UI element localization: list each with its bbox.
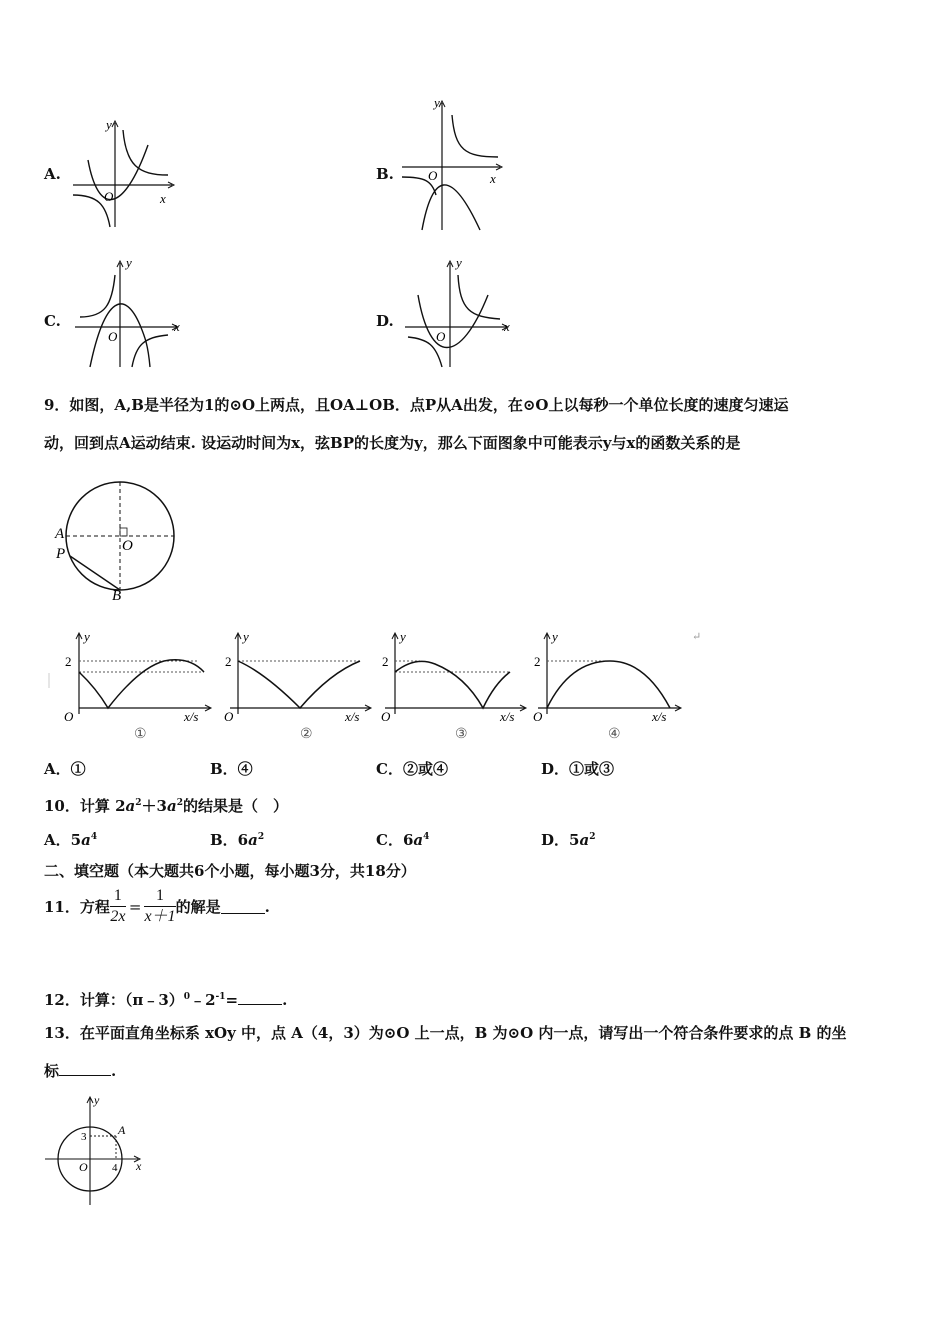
point-a-label: A: [55, 526, 65, 542]
q10-stem-suffix: 的结果是（ ）: [182, 797, 288, 815]
origin-label: O: [533, 709, 543, 724]
q9-stem-line1: 9．如图，A,B是半径为1的⊙O上两点，且OA⊥OB．点P从A出发，在⊙O上以每秒一个单位长度的速度匀速运: [44, 396, 789, 414]
option-var: a: [413, 831, 424, 849]
origin-label: O: [381, 709, 391, 724]
q12-tail: =: [225, 991, 239, 1009]
axis-y-label: y: [84, 629, 90, 644]
q13-end: .: [111, 1062, 117, 1080]
q12-mid: ﹣2: [190, 991, 216, 1009]
q9-graph-2: [220, 628, 375, 743]
axis-y-label: y: [434, 95, 440, 110]
axis-y-label: y: [126, 255, 132, 270]
q13-figure: [42, 1092, 152, 1208]
option-exp: 2: [589, 832, 596, 842]
q9-option-d: D．①或③: [541, 760, 615, 778]
origin-label: O: [108, 329, 118, 344]
q9-option-b: B．④: [210, 760, 253, 778]
section-title: 二、填空题（本大题共6个小题，每小题3分，共18分）: [44, 862, 416, 880]
option-label: B．6: [210, 831, 249, 849]
value-2-label: 2: [65, 654, 72, 669]
rhs-fraction: [144, 886, 175, 927]
q9-option-c: C．②或④: [376, 760, 448, 778]
answer-blank[interactable]: [221, 899, 265, 914]
q9-option-a: A．①: [44, 760, 86, 778]
q10-option-b: [210, 826, 264, 851]
value-2-label: 2: [534, 654, 541, 669]
q9-graph-1: [44, 628, 214, 743]
q10-exp: 2: [135, 798, 142, 808]
q12-exp: -1: [215, 992, 226, 1002]
axis-y-label: y: [456, 255, 462, 270]
q9-graph-3: [375, 628, 530, 743]
option-label: D．5: [541, 831, 580, 849]
q10-stem-mid: ＋3: [141, 797, 167, 815]
option-var: a: [81, 831, 91, 849]
value-2-label: 2: [382, 654, 389, 669]
axis-x-label: x/s: [652, 709, 667, 724]
option-var: a: [248, 831, 258, 849]
option-b-graph: [400, 95, 510, 235]
q10-var: a: [166, 797, 177, 815]
lhs-fraction: [110, 886, 126, 927]
q13-stem-line2: [44, 1060, 116, 1082]
option-c-graph: [70, 255, 190, 370]
q9-stem-line2: 动，回到点A运动结束. 设运动时间为x，弦BP的长度为y，那么下面图象中可能表示y与x的函数关系的是: [44, 434, 741, 452]
edit-mark: ↵: [692, 630, 702, 643]
value-2-label: 2: [225, 654, 232, 669]
point-p-label: P: [56, 546, 66, 562]
graph-number-label: ④: [608, 727, 621, 742]
axis-x-label: x: [160, 191, 166, 206]
q10-exp: 2: [176, 798, 183, 808]
lhs-numerator: 1: [110, 886, 126, 907]
axis-y-label: y: [106, 117, 112, 132]
axis-x-label: x/s: [184, 709, 199, 724]
q12-stem: [44, 986, 287, 1011]
lhs-denominator: 2x: [110, 908, 126, 925]
origin-label: O: [428, 168, 438, 183]
q11-stem: [44, 886, 270, 927]
axis-y-label: y: [552, 629, 558, 644]
q10-option-d: [541, 826, 595, 851]
axis-x-label: x/s: [345, 709, 360, 724]
option-a-label: A.: [44, 165, 61, 183]
axis-x-label: x: [174, 319, 180, 334]
q10-option-c: [376, 826, 429, 851]
q12-end: .: [282, 991, 288, 1009]
q13-line2-text: 标: [44, 1062, 60, 1080]
center-o-label: O: [122, 538, 133, 554]
graph-number-label: ①: [134, 727, 147, 742]
axis-y-label: y: [94, 1093, 100, 1107]
axis-x-label: x: [136, 1159, 142, 1173]
origin-label: O: [104, 189, 114, 204]
origin-label: O: [79, 1160, 88, 1174]
graph-number-label: ③: [455, 727, 468, 742]
q13-stem-line1: 13．在平面直角坐标系 xOy 中，点 A（4，3）为⊙O 上一点，B 为⊙O 内一点，请写出一个符合条件要求的点 B 的坐: [44, 1024, 847, 1042]
point-a-label: A: [118, 1123, 126, 1137]
option-d-label: D.: [376, 312, 394, 330]
rhs-numerator: 1: [144, 886, 175, 907]
option-exp: 4: [90, 832, 98, 842]
option-exp: 4: [423, 832, 430, 842]
point-b-label: B: [112, 588, 122, 603]
q10-stem: [44, 792, 288, 817]
option-d-graph: [400, 255, 520, 370]
q9-circle-figure: [50, 478, 190, 603]
q11-prefix: 11．方程: [44, 897, 110, 916]
q11-end: .: [264, 897, 270, 916]
option-c-label: C.: [44, 312, 61, 330]
q10-stem-prefix: 10．计算 2: [44, 797, 126, 815]
axis-y-label: y: [400, 629, 406, 644]
q10-option-a: [44, 826, 97, 851]
option-var: a: [579, 831, 590, 849]
q12-text: 12．计算：（π﹣3）: [44, 991, 184, 1009]
option-b-label: B.: [376, 165, 394, 183]
axis-y-label: y: [243, 629, 249, 644]
axis-x-label: x/s: [500, 709, 515, 724]
axis-x-label: x: [504, 319, 510, 334]
option-exp: 2: [257, 832, 265, 842]
q11-suffix: 的解是: [175, 897, 221, 916]
tick-3-label: 3: [81, 1131, 87, 1143]
graph-number-label: ②: [300, 727, 313, 742]
rhs-denominator: x＋1: [144, 908, 176, 925]
option-label: C．6: [376, 831, 414, 849]
q10-var: a: [125, 797, 136, 815]
origin-label: O: [224, 709, 234, 724]
tick-4-label: 4: [112, 1162, 118, 1174]
q12-exp: 0: [183, 992, 191, 1002]
origin-label: O: [64, 709, 74, 724]
equals-sign: =: [128, 897, 142, 916]
answer-blank[interactable]: [238, 990, 282, 1005]
option-label: A．5: [44, 831, 82, 849]
origin-label: O: [436, 329, 446, 344]
option-a-graph: [68, 115, 183, 230]
q9-graph-4: [530, 628, 690, 743]
axis-x-label: x: [490, 171, 496, 186]
answer-blank[interactable]: [59, 1061, 111, 1076]
